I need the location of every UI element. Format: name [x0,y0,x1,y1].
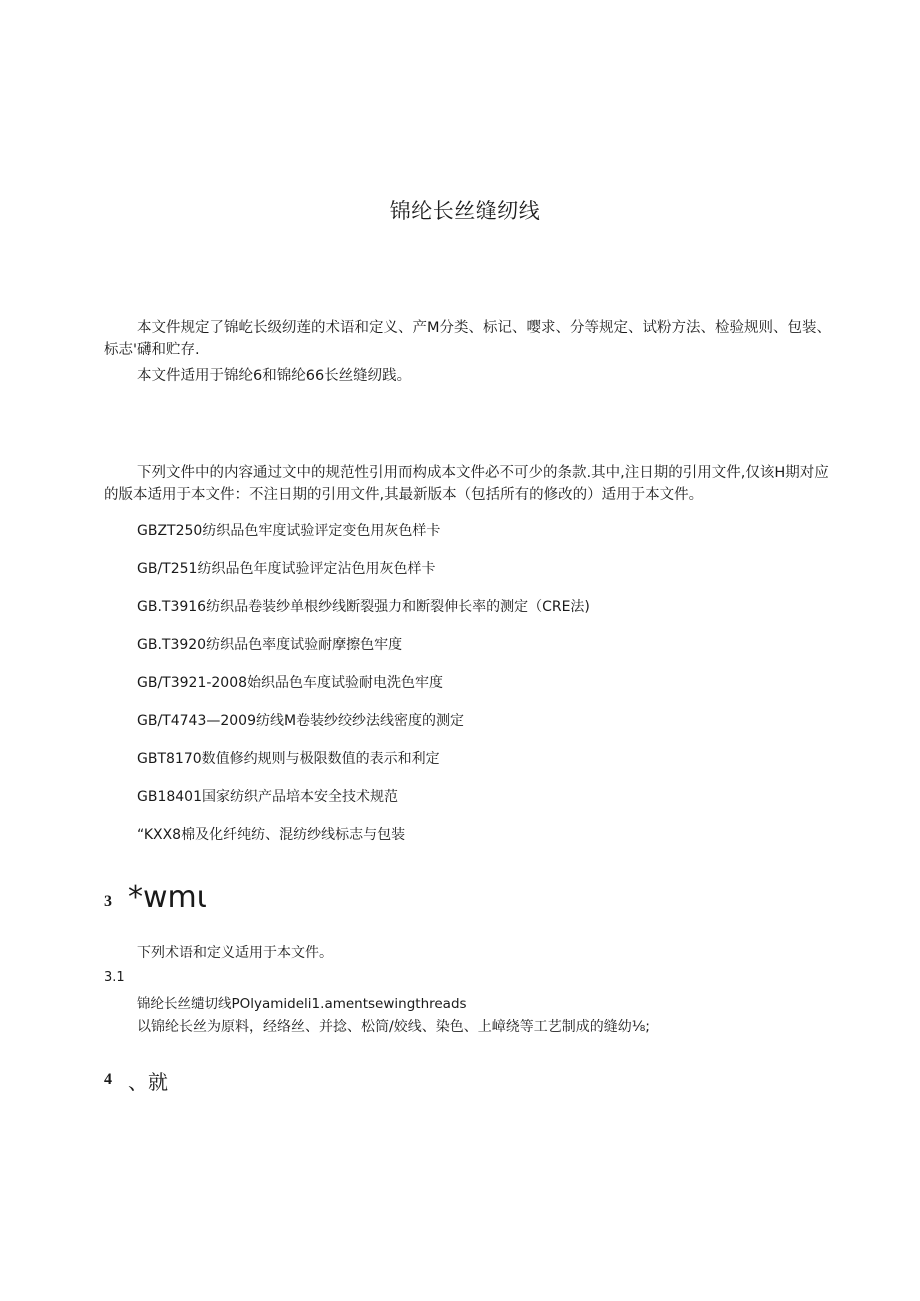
document-title: 锦纶长丝缝纫线 [389,199,541,223]
normative-intro-paragraph: 下列文件中的内容通过文中的规范性引用而构成本文件必不可少的条款.其中,注日期的引用文件,仅该H期对应的版本适用于本文件：不注日期的引用文件,其最新版本（包括所有的修改的）适用于本文件。 [104,465,829,503]
reference-item: GBT8170数值修约规则与极限数值的表示和利定 [137,751,440,767]
reference-item: GB.T3916纺织品卷装纱单根纱线断裂强力和断裂伸长率的测定（CRE法) [137,599,590,615]
reference-item: GBZT250纺织品色牢度试验评定变色用灰色样卡 [137,523,441,539]
section-3-number: 3 [104,893,112,910]
reference-item: GB.T3920纺织品色率度试验耐摩擦色牢度 [137,637,403,653]
section-4-title: 、就 [128,1070,168,1094]
scope-paragraph-1: 本文件规定了锦屹长级纫莲的术语和定义、产M分类、标记、嘤求、分等规定、试粉方法、检验规则、包装、标志'礴和贮存. [104,320,832,358]
reference-item: GB/T3921-2008始织品色车度试验耐电洗色牢度 [137,675,444,691]
section-3-intro: 下列术语和定义适用于本文件。 [137,945,333,961]
reference-item: GB/T4743—2009纺线M卷装纱绞纱法线密度的测定 [137,713,465,729]
section-4-number: 4 [104,1071,112,1088]
scope-paragraph-2: 本文件适用于锦纶6和锦纶66长丝缝纫践。 [137,368,412,384]
reference-item: GB18401国家纺织产品培本安全技术规范 [137,789,398,805]
term-name: 锦纶长丝缱切线POlyamideli1.amentsewingthreads [137,996,467,1012]
term-definition: 以锦纶长丝为原料，经络丝、并捻、松筒/姣线、染色、上嶂绕等工艺制成的缝幼⅛; [137,1019,651,1035]
reference-item: “KXX8棉及化纤纯纺、混纺纱线标志与包装 [137,827,406,843]
section-3-title: *wmι [128,880,207,915]
reference-item: GB/T251纺织品色年度试验评定沾色用灰色样卡 [137,561,436,577]
term-number: 3.1 [104,970,125,985]
